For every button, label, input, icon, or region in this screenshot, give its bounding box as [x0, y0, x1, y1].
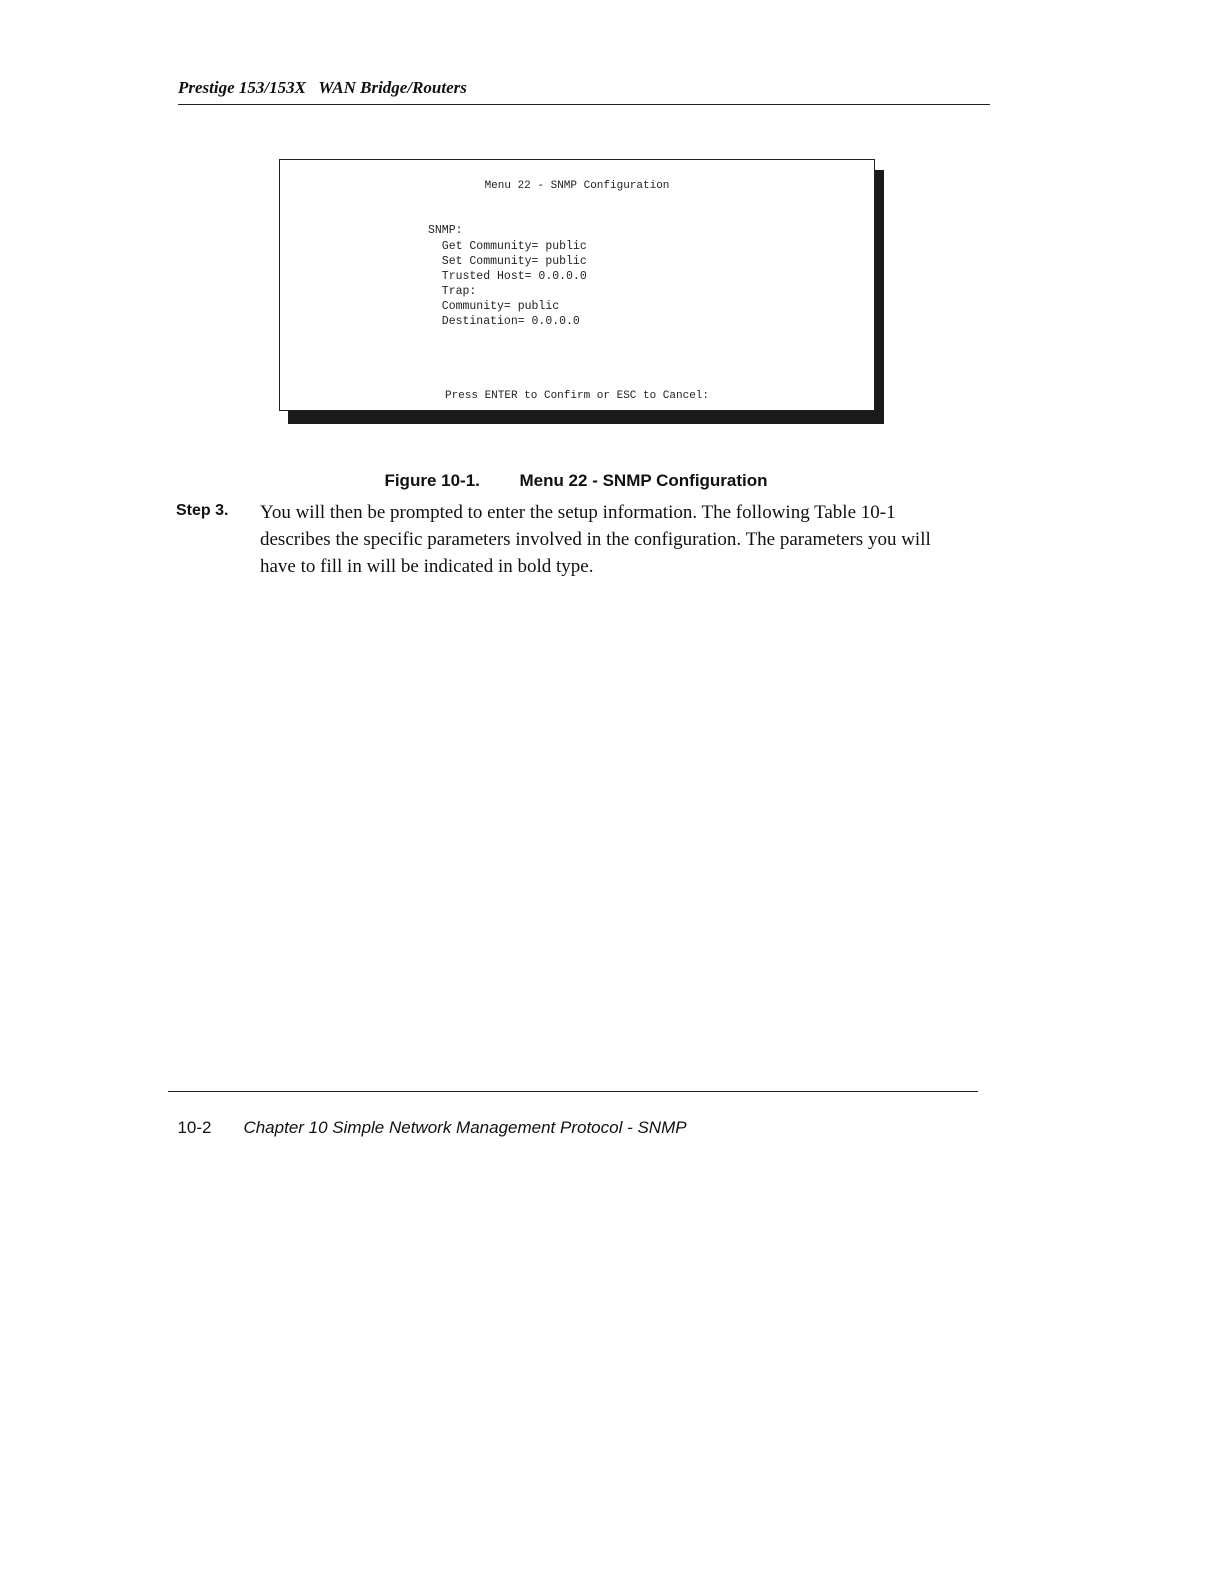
step-text: You will then be prompted to enter the setup information. The following Table 10-1 describes the specific parameters involved in the configuration. The parameters you will have to fill in will be indicated in bold type.: [260, 502, 931, 577]
header-divider: [178, 104, 990, 105]
figure-caption: [375, 451, 768, 491]
figure-number: Figure 10-1.: [384, 471, 480, 490]
page-number: 10-2: [177, 1118, 212, 1137]
screen-line-destination: Destination= 0.0.0.0: [428, 315, 580, 328]
screen-title: Menu 22 - SNMP Configuration: [484, 180, 670, 192]
screen-line-get-community: Get Community= public: [428, 240, 587, 253]
chapter-title: Chapter 10 Simple Network Management Protocol - SNMP: [243, 1118, 687, 1137]
screen-line-trap: Trap:: [428, 285, 477, 298]
page-footer: [168, 1098, 687, 1138]
terminal-screen: [279, 159, 875, 411]
screen-prompt: Press ENTER to Confirm or ESC to Cancel:: [444, 390, 710, 402]
step-label: Step 3.: [176, 502, 229, 519]
screen-line-set-community: Set Community= public: [428, 255, 587, 268]
screen-line-snmp: SNMP:: [428, 224, 463, 237]
screen-line-trap-community: Community= public: [428, 300, 560, 313]
page-header: Prestige 153/153X WAN Bridge/Routers: [178, 78, 467, 97]
figure-title: Menu 22 - SNMP Configuration: [519, 471, 768, 490]
footer-divider: [168, 1091, 978, 1092]
screen-line-trusted-host: Trusted Host= 0.0.0.0: [428, 270, 587, 283]
